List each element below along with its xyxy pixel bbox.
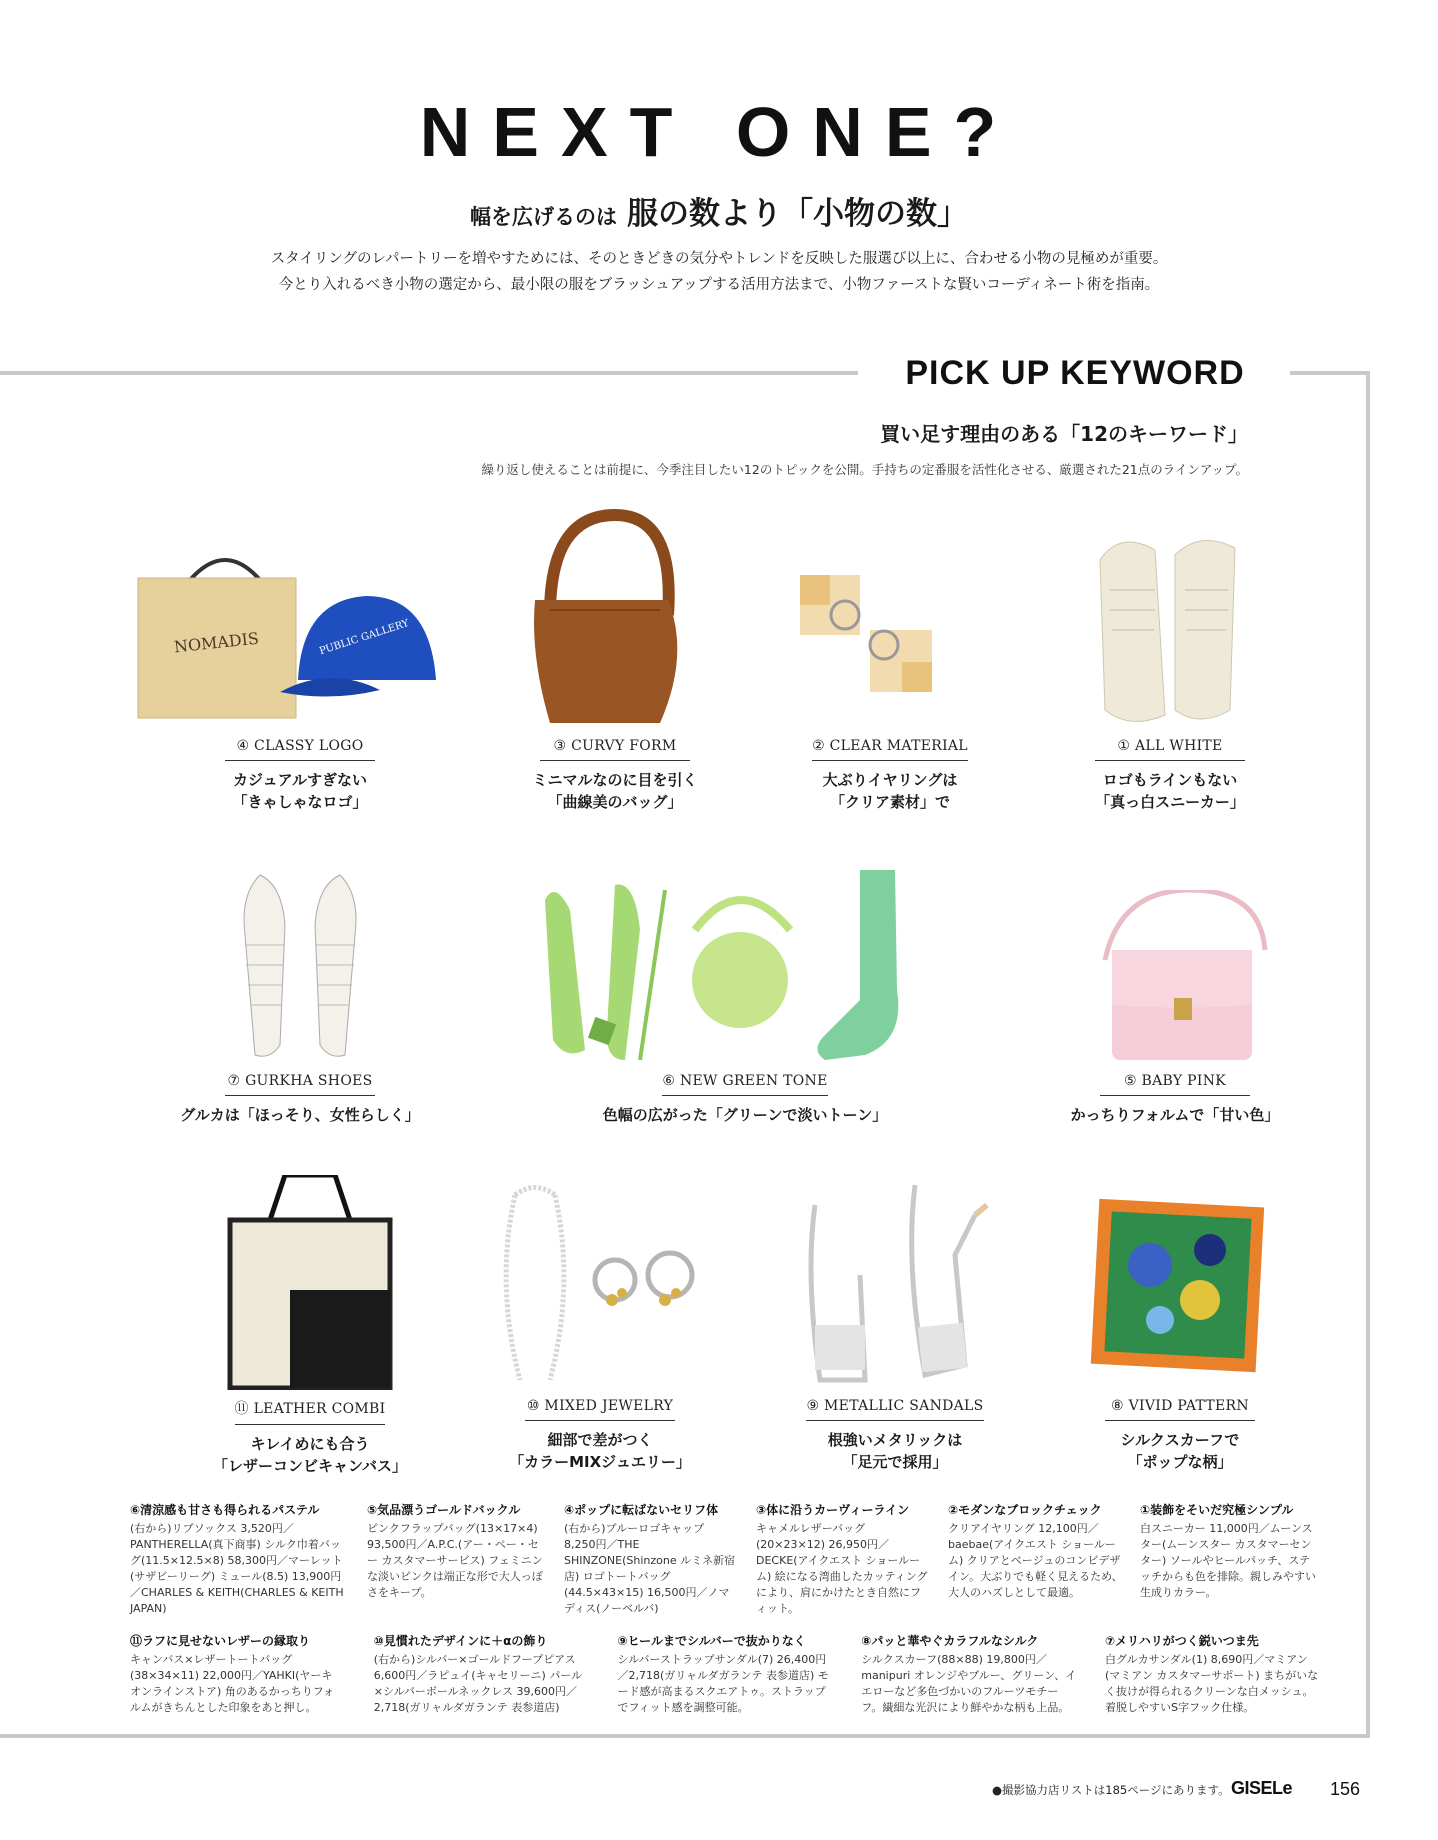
gurkha-sandals-image — [160, 865, 440, 1065]
caption-line: 根強いメタリックは — [827, 1431, 963, 1449]
credit-heading: ⑨ヒールまでシルバーで抜かりなく — [617, 1634, 806, 1648]
white-sneakers-image — [1050, 530, 1290, 730]
credit-heading: ①装飾をそいだ究極シンプル — [1140, 1503, 1294, 1517]
green-items-image — [525, 870, 965, 1065]
item-new-green-tone — [525, 870, 965, 1126]
caption-line: 細部で差がつく — [547, 1431, 653, 1449]
product-photo — [1050, 530, 1290, 730]
caption-line: キレイめにも合う — [250, 1435, 370, 1453]
credit-heading: ⑩見慣れたデザインに＋αの飾り — [373, 1634, 548, 1648]
item-classy-logo — [130, 530, 470, 813]
credit-heading: ⑧パッと華やぐカラフルなシルク — [861, 1634, 1039, 1648]
page-number: 156 — [1330, 1779, 1361, 1799]
keyword-label: ⑤ BABY PINK — [1100, 1073, 1250, 1096]
item-caption — [490, 769, 740, 813]
lead-line: 今とり入れるべき小物の選定から、最小限の服をブラッシュアップする活用方法まで、小物ファーストな賢いコーディネート術を指南。 — [278, 277, 1160, 293]
product-photo — [130, 530, 470, 730]
credit-block — [861, 1633, 1076, 1716]
item-caption — [480, 1429, 720, 1473]
caption-line: ロゴもラインもない — [1102, 771, 1238, 789]
caption-line: ミニマルなのに目を引く — [532, 771, 698, 789]
subtitle — [0, 188, 1438, 233]
pickup-lead: 繰り返し使えることは前提に、今季注目したい12のトピックを公開。手持ちの定番服を活性化させる、厳選された21点のラインアップ。 — [481, 462, 1248, 477]
shop-list-note: ●撮影協力店リストは185ページにあります。 — [992, 1783, 1230, 1797]
credit-body: シルクスカーフ(88×88) 19,800円／manipuri オレンジやブルー、グリーン、イエローなど多色づかいのフルーツモチーフ。繊細な光沢により鮮やかな柄も上品。 — [861, 1653, 1077, 1714]
item-caption — [160, 1104, 440, 1126]
item-caption — [525, 1104, 965, 1126]
item-gurkha-shoes — [160, 865, 440, 1126]
silk-scarf-image — [1070, 1195, 1290, 1390]
keyword-label: ⑦ GURKHA SHOES — [225, 1073, 375, 1096]
lead-line: スタイリングのレパートリーを増やすためには、そのときどきの気分やトレンドを反映した服選び以上に、合わせる小物の見極めが重要。 — [270, 251, 1168, 267]
credit-block — [130, 1502, 350, 1617]
keyword-label: ⑧ VIVID PATTERN — [1105, 1398, 1255, 1421]
product-photo — [1050, 890, 1300, 1065]
caption-line: 「ポップな柄」 — [1127, 1453, 1233, 1471]
item-caption — [1070, 1429, 1290, 1473]
caption-line: 大ぶりイヤリングは — [822, 771, 958, 789]
caption-line: カジュアルすぎない — [232, 771, 368, 789]
caption-line: 「きゃしゃなロゴ」 — [232, 793, 368, 811]
pink-bag-image — [1050, 890, 1300, 1065]
item-all-white — [1050, 530, 1290, 813]
caption-line: 「足元で採用」 — [842, 1453, 948, 1471]
product-photo — [760, 560, 1020, 730]
subtitle-large: 服の数より「小物の数」 — [627, 196, 968, 232]
item-clear-material — [760, 560, 1020, 813]
credit-block — [1140, 1502, 1320, 1617]
credit-block — [374, 1633, 589, 1716]
credit-heading: ⑤気品漂うゴールドバックル — [367, 1503, 521, 1517]
caption-line: 「真っ白スニーカー」 — [1095, 793, 1245, 811]
credit-heading: ②モダンなブロックチェック — [948, 1503, 1102, 1517]
clear-earrings-image — [760, 560, 1020, 730]
credit-row — [130, 1502, 1320, 1617]
item-caption — [765, 1429, 1025, 1473]
pickup-subheading: 買い足す理由のある「12のキーワード」 — [880, 422, 1248, 446]
caption-line: 「カラーMIXジュエリー」 — [509, 1453, 691, 1471]
credit-body: クリアイヤリング 12,100円／baebae(アイクエスト ショールーム) クリアとベージュのコンビデザイン。大ぶりでも軽く見えるため、大人のハズしとして最適。 — [948, 1522, 1123, 1599]
credit-heading: ⑥清涼感も甘さも得られるパステル — [130, 1503, 320, 1517]
subtitle-small: 幅を広げるのは — [470, 205, 617, 229]
product-photo — [765, 1175, 1025, 1390]
product-photo — [490, 505, 740, 730]
frame-divider — [1290, 371, 1370, 375]
credit-body: キャンバス×レザートートバッグ(38×34×11) 22,000円／YAHKI(ヤーキ オンラインストア) 角のあるかっちりフォルムがきちんとした印象をあと押し。 — [130, 1653, 335, 1714]
credit-body: ピンクフラップバッグ(13×17×4) 93,500円／A.P.C.(アー・ペー・セー カスタマーサービス) フェミニンな淡いピンクは端正な形で大人っぽさをキープ。 — [367, 1522, 543, 1599]
item-caption — [760, 769, 1020, 813]
product-photo — [525, 870, 965, 1065]
item-caption — [130, 769, 470, 813]
credit-block — [367, 1502, 547, 1617]
lead-text — [0, 246, 1438, 298]
keyword-label: ⑩ MIXED JEWELRY — [525, 1398, 675, 1421]
caption-line: 「レザーコンビキャンバス」 — [213, 1457, 407, 1475]
caption-line: 「クリア素材」で — [829, 793, 950, 811]
frame-divider — [0, 371, 858, 375]
item-mixed-jewelry — [480, 1175, 720, 1473]
credit-body: キャメルレザーバッグ(20×23×12) 26,950円／DECKE(アイクエスト ショールーム) 絵になる湾曲したカッティングにより、肩にかけたとき自然にフィット。 — [756, 1522, 928, 1615]
credit-block — [130, 1633, 345, 1716]
credit-heading: ④ポップに転ばないセリフ体 — [564, 1503, 719, 1517]
item-caption — [190, 1433, 430, 1477]
item-caption — [1050, 769, 1290, 813]
keyword-label: ⑥ NEW GREEN TONE — [662, 1073, 827, 1096]
keyword-label: ③ CURVY FORM — [540, 738, 690, 761]
credit-row — [130, 1633, 1320, 1716]
credit-body: (右から)リブソックス 3,520円／PANTHERELLA(真下商事) シルク巾着バッグ(11.5×12.5×8) 58,300円／マーレット(サザビーリーグ) ミュール(8.5) 13,900円／CHARLES & KEITH(CHARLES & KEITH JAPAN) — [130, 1522, 344, 1615]
item-metallic-sandals — [765, 1175, 1025, 1473]
keyword-label: ② CLEAR MATERIAL — [812, 738, 968, 761]
product-photo — [190, 1175, 430, 1390]
tote-and-cap-image — [130, 530, 470, 730]
canvas-tote-image — [190, 1175, 430, 1390]
page-title: NEXT ONE? — [419, 93, 1019, 171]
credit-block — [564, 1502, 739, 1617]
keyword-label: ⑨ METALLIC SANDALS — [806, 1398, 983, 1421]
tote-logo-text: NOMADIS — [173, 628, 260, 657]
product-photo — [160, 865, 440, 1065]
caption-line: グルカは「ほっそり、女性らしく」 — [180, 1106, 420, 1124]
frame-divider — [0, 1734, 1370, 1738]
silver-sandals-image — [765, 1175, 1025, 1390]
credit-body: 白スニーカー 11,000円／ムーンスター(ムーンスター カスタマーセンター) ソールやヒールパッチ、ステッチからも色を排除。親しみやすい生成りカラー。 — [1140, 1522, 1316, 1599]
credit-body: 白グルカサンダル(1) 8,690円／マミアン(マミアン カスタマーサポート) まちがいなく抜けが得られるクリーンな白メッシュ。着脱しやすいS字フック仕様。 — [1105, 1653, 1319, 1714]
keyword-label: ⑪ LEATHER COMBI — [235, 1398, 386, 1425]
cap-logo-text: PUBLIC GALLERY — [318, 617, 411, 658]
keyword-label: ① ALL WHITE — [1095, 738, 1245, 761]
credit-block — [1105, 1633, 1320, 1716]
caption-line: 色幅の広がった「グリーンで淡いトーン」 — [602, 1106, 888, 1124]
credit-heading: ③体に沿うカーヴィーライン — [756, 1503, 910, 1517]
credit-block — [948, 1502, 1123, 1617]
credit-block — [618, 1633, 833, 1716]
item-baby-pink — [1050, 890, 1300, 1126]
credit-heading: ⑪ラフに見せないレザーの縁取り — [130, 1634, 311, 1648]
item-vivid-pattern — [1070, 1195, 1290, 1473]
credit-details — [130, 1502, 1320, 1732]
product-photo — [1070, 1195, 1290, 1390]
credit-body: (右から)ブルーロゴキャップ 8,250円／THE SHINZONE(Shinzone ルミネ新宿店) ロゴトートバッグ(44.5×43×15) 16,500円／ノマディス(ノーベルバ) — [564, 1522, 736, 1615]
item-caption — [1050, 1104, 1300, 1126]
credit-block — [756, 1502, 931, 1617]
credit-body: シルバーストラップサンダル(7) 26,400円／2,718(ガリャルダガランテ 表参道店) モード感が高まるスクエアトゥ。ストラップでフィット感を調整可能。 — [617, 1653, 829, 1714]
jewelry-image — [480, 1175, 720, 1390]
item-leather-combi — [190, 1175, 430, 1477]
curvy-bag-image — [490, 505, 740, 730]
product-photo — [480, 1175, 720, 1390]
item-curvy-form — [490, 505, 740, 813]
pickup-heading: PICK UP KEYWORD — [905, 354, 1245, 392]
caption-line: 「曲線美のバッグ」 — [547, 793, 683, 811]
magazine-logo: GISELe — [1231, 1778, 1293, 1798]
keyword-label: ④ CLASSY LOGO — [225, 738, 375, 761]
credit-body: (右から)シルバー×ゴールドフープピアス 6,600円／ラピュイ(キャセリーニ) パール×シルバーボールネックレス 39,600円／2,718(ガリャルダガランテ 表参道店) — [373, 1653, 583, 1714]
frame-divider — [1366, 371, 1370, 1738]
caption-line: かっちりフォルムで「甘い色」 — [1070, 1106, 1280, 1124]
caption-line: シルクスカーフで — [1120, 1431, 1240, 1449]
credit-heading: ⑦メリハリがつく鋭いつま先 — [1105, 1634, 1259, 1648]
